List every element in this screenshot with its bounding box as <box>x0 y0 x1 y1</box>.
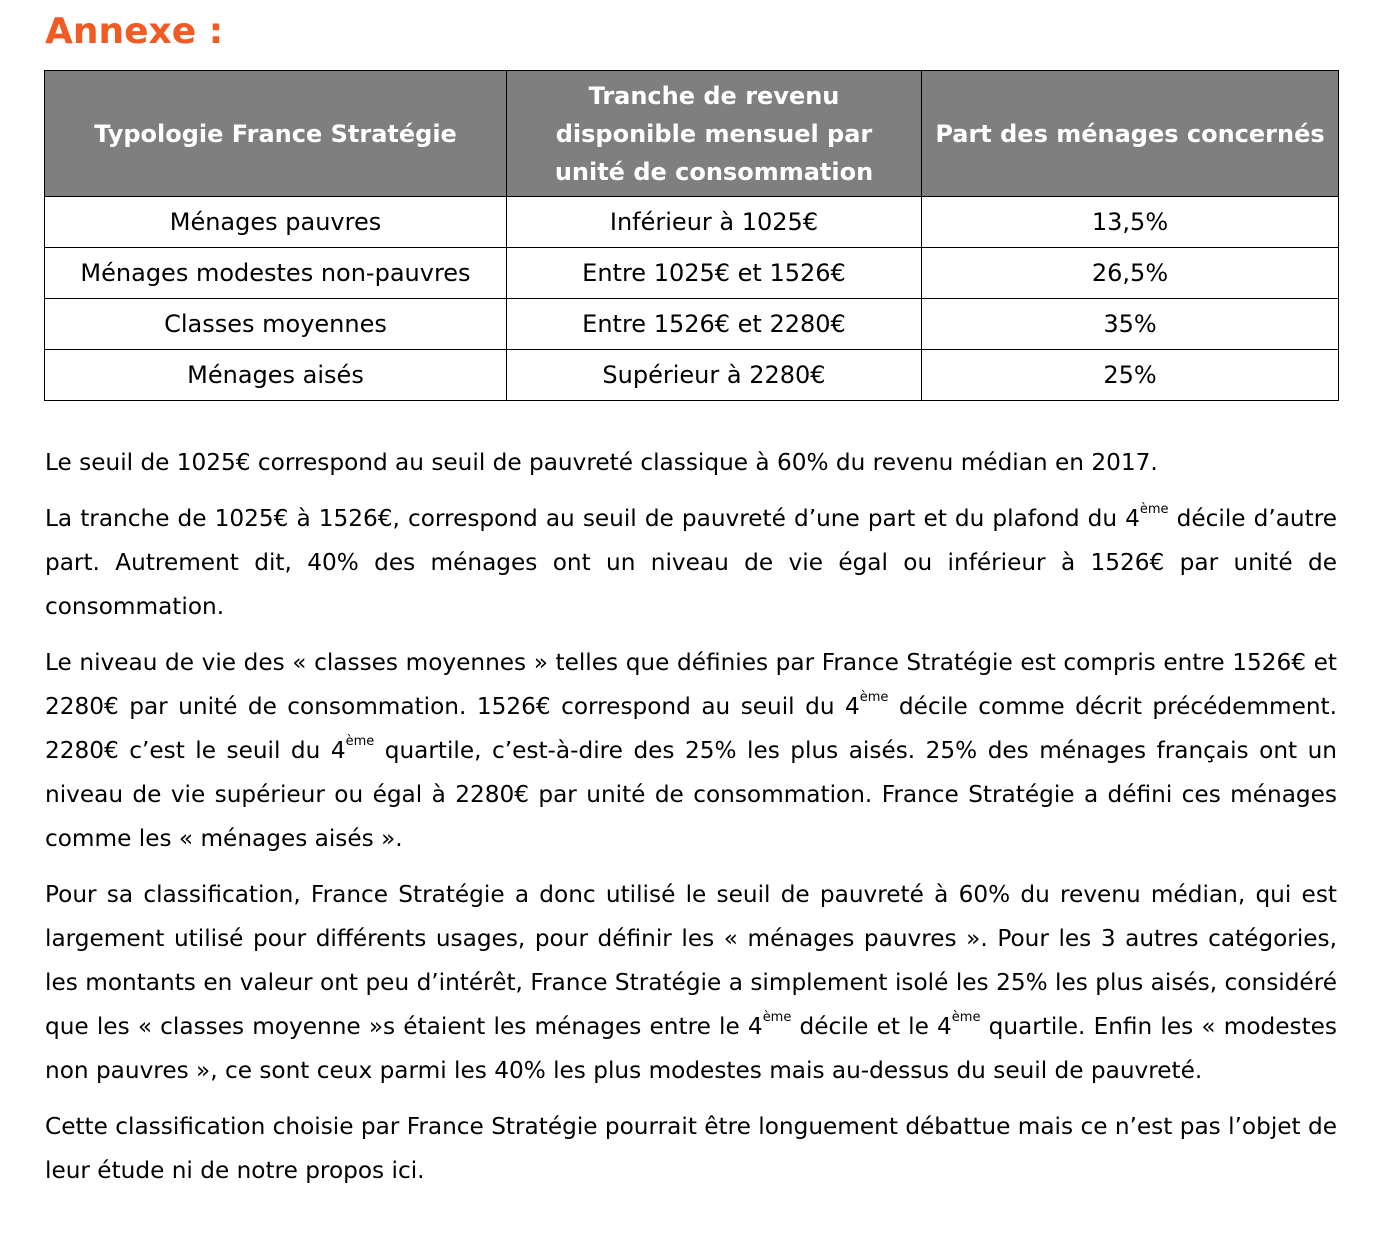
cell-income-bracket: Inférieur à 1025€ <box>507 197 922 248</box>
text-segment: décile comme décrit précédemment. 2280€ c’est le seuil du 4 <box>45 693 1337 764</box>
header-income-bracket: Tranche de revenu disponible mensuel par unité de consommation <box>507 71 922 197</box>
text-segment: décile d’autre part. Autrement dit, 40% des ménages ont un niveau de vie égal ou inférieur à 1526€ par unité de consommation. <box>45 505 1337 620</box>
superscript: ème <box>762 1010 792 1025</box>
cell-income-bracket: Supérieur à 2280€ <box>507 350 922 401</box>
cell-household-share: 13,5% <box>922 197 1339 248</box>
text-segment: quartile. Enfin les « modestes non pauvres », ce sont ceux parmi les 40% les plus modestes mais au-dessus du seuil de pauvreté. <box>45 1013 1338 1084</box>
cell-household-share: 35% <box>922 299 1339 350</box>
cell-typology: Ménages modestes non-pauvres <box>45 248 507 299</box>
body-text <box>45 441 1337 1205</box>
text-segment: décile et le 4 <box>791 1013 952 1040</box>
paragraph-classification-method <box>45 873 1337 1093</box>
superscript: ème <box>1139 502 1169 517</box>
cell-typology: Classes moyennes <box>45 299 507 350</box>
paragraph-conclusion: Cette classification choisie par France Stratégie pourrait être longuement débattue mais ce n’est pas l’objet de leur étude ni de notre propos ici. <box>45 1113 1337 1184</box>
text-segment: La tranche de 1025€ à 1526€, correspond au seuil de pauvreté d’une part et du plafond du 4 <box>45 505 1140 532</box>
table-row <box>45 197 1339 248</box>
cell-income-bracket: Entre 1025€ et 1526€ <box>507 248 922 299</box>
superscript: ème <box>345 734 375 749</box>
superscript: ème <box>951 1010 981 1025</box>
paragraph-middle-classes <box>45 641 1337 861</box>
header-household-share: Part des ménages concernés <box>922 71 1339 197</box>
annex-heading: Annexe : <box>45 11 224 52</box>
table-row <box>45 350 1339 401</box>
superscript: ème <box>859 690 889 705</box>
paragraph-modest-bracket <box>45 497 1337 629</box>
income-typology-table <box>44 70 1339 401</box>
table-row <box>45 299 1339 350</box>
text-segment: quartile, c’est-à-dire des 25% les plus aisés. 25% des ménages français ont un niveau de vie supérieur ou égal à 2280€ par unité de consommation. France Stratégie a défini ces ménages comme les « ménages aisés ». <box>45 737 1337 852</box>
table-row <box>45 248 1339 299</box>
text-segment: Le niveau de vie des « classes moyennes » telles que définies par France Stratégie est compris entre 1526€ et 2280€ par unité de consommation. 1526€ correspond au seuil du 4 <box>45 649 1337 720</box>
cell-household-share: 25% <box>922 350 1339 401</box>
cell-typology: Ménages pauvres <box>45 197 507 248</box>
header-typology: Typologie France Stratégie <box>45 71 507 197</box>
cell-household-share: 26,5% <box>922 248 1339 299</box>
table-header-row <box>45 71 1339 197</box>
cell-typology: Ménages aisés <box>45 350 507 401</box>
cell-income-bracket: Entre 1526€ et 2280€ <box>507 299 922 350</box>
text-segment: Pour sa classification, France Stratégie a donc utilisé le seuil de pauvreté à 60% du revenu médian, qui est largement utilisé pour différents usages, pour définir les « ménages pauvres ». Pour les 3 autres catégories, les montants en valeur ont peu d’intérêt, France Stratégie a simplement isolé les 25% les plus aisés, considéré que les « classes moyenne »s étaient les ménages entre le 4 <box>45 881 1337 1040</box>
paragraph-poverty-threshold: Le seuil de 1025€ correspond au seuil de pauvreté classique à 60% du revenu médian en 2017. <box>45 449 1158 476</box>
